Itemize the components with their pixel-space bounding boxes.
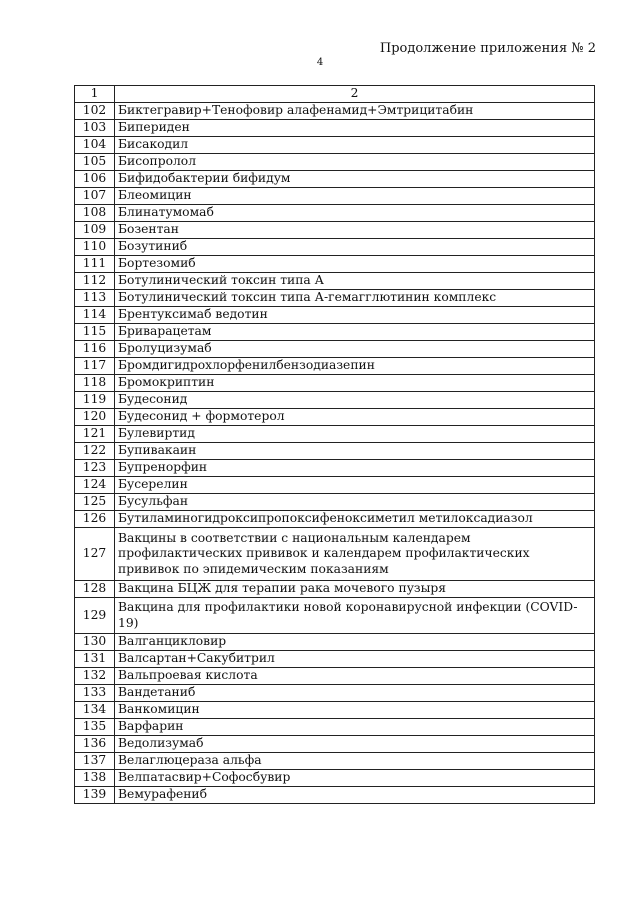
drug-name: Вакцина БЦЖ для терапии рака мочевого пузыря (115, 581, 595, 598)
drug-name: Ванкомицин (115, 702, 595, 719)
row-number: 121 (75, 426, 115, 443)
row-number: 134 (75, 702, 115, 719)
table-row (75, 426, 595, 443)
drug-name: Будесонид + формотерол (115, 409, 595, 426)
table-row (75, 581, 595, 598)
table-row (75, 222, 595, 239)
row-number: 139 (75, 787, 115, 804)
row-number: 127 (75, 528, 115, 581)
row-number: 103 (75, 120, 115, 137)
row-number: 110 (75, 239, 115, 256)
row-number: 126 (75, 511, 115, 528)
column-header-name: 2 (115, 86, 595, 103)
row-number: 119 (75, 392, 115, 409)
table-row (75, 188, 595, 205)
table-row (75, 702, 595, 719)
table-row (75, 787, 595, 804)
drug-name: Варфарин (115, 719, 595, 736)
row-number: 117 (75, 358, 115, 375)
drug-name: Бортезомиб (115, 256, 595, 273)
drug-name: Брентуксимаб ведотин (115, 307, 595, 324)
row-number: 129 (75, 598, 115, 634)
row-number: 123 (75, 460, 115, 477)
drug-name: Бупивакаин (115, 443, 595, 460)
drug-name: Бисопролол (115, 154, 595, 171)
row-number: 135 (75, 719, 115, 736)
row-number: 124 (75, 477, 115, 494)
table-row (75, 358, 595, 375)
drug-name: Ведолизумаб (115, 736, 595, 753)
row-number: 115 (75, 324, 115, 341)
row-number: 120 (75, 409, 115, 426)
table-row (75, 511, 595, 528)
row-number: 106 (75, 171, 115, 188)
table-row (75, 290, 595, 307)
drug-name: Ботулинический токсин типа А-гемагглютинин комплекс (115, 290, 595, 307)
drug-list-table (74, 85, 595, 804)
row-number: 102 (75, 103, 115, 120)
table-row (75, 494, 595, 511)
continuation-caption: Продолжение приложения № 2 (379, 41, 596, 56)
table-row (75, 409, 595, 426)
table-row (75, 137, 595, 154)
row-number: 107 (75, 188, 115, 205)
drug-name: Бозентан (115, 222, 595, 239)
drug-name: Бромдигидрохлорфенилбензодиазепин (115, 358, 595, 375)
row-number: 104 (75, 137, 115, 154)
row-number: 137 (75, 753, 115, 770)
drug-name: Бусерелин (115, 477, 595, 494)
table-header-row (75, 86, 595, 103)
drug-name: Биктегравир+Тенофовир алафенамид+Эмтрицитабин (115, 103, 595, 120)
table-row (75, 651, 595, 668)
row-number: 118 (75, 375, 115, 392)
row-number: 136 (75, 736, 115, 753)
drug-name: Валганцикловир (115, 634, 595, 651)
table-row (75, 528, 595, 581)
row-number: 132 (75, 668, 115, 685)
table-row (75, 460, 595, 477)
drug-name: Бозутиниб (115, 239, 595, 256)
drug-name: Вакцина для профилактики новой коронавирусной инфекции (COVID-19) (115, 598, 595, 634)
table-row (75, 634, 595, 651)
table-row (75, 770, 595, 787)
drug-name: Бролуцизумаб (115, 341, 595, 358)
drug-name: Валсартан+Сакубитрил (115, 651, 595, 668)
table-row (75, 392, 595, 409)
row-number: 108 (75, 205, 115, 222)
table-row (75, 273, 595, 290)
drug-name: Бриварацетам (115, 324, 595, 341)
page-number: 4 (316, 57, 324, 68)
row-number: 113 (75, 290, 115, 307)
row-number: 111 (75, 256, 115, 273)
drug-name: Блинатумомаб (115, 205, 595, 222)
table-row (75, 205, 595, 222)
drug-name: Бромокриптин (115, 375, 595, 392)
table-row (75, 375, 595, 392)
table-row (75, 324, 595, 341)
table-row (75, 753, 595, 770)
row-number: 133 (75, 685, 115, 702)
row-number: 112 (75, 273, 115, 290)
drug-name: Бупренорфин (115, 460, 595, 477)
row-number: 116 (75, 341, 115, 358)
row-number: 114 (75, 307, 115, 324)
table-row (75, 171, 595, 188)
column-header-number: 1 (75, 86, 115, 103)
row-number: 138 (75, 770, 115, 787)
drug-name: Бусульфан (115, 494, 595, 511)
drug-name: Ботулинический токсин типа А (115, 273, 595, 290)
table-row (75, 736, 595, 753)
drug-name: Велпатасвир+Софосбувир (115, 770, 595, 787)
drug-name: Бипериден (115, 120, 595, 137)
row-number: 122 (75, 443, 115, 460)
row-number: 125 (75, 494, 115, 511)
row-number: 130 (75, 634, 115, 651)
drug-name: Бутиламиногидроксипропоксифеноксиметил метилоксадиазол (115, 511, 595, 528)
drug-name: Блеомицин (115, 188, 595, 205)
table-row (75, 477, 595, 494)
row-number: 109 (75, 222, 115, 239)
table-row (75, 307, 595, 324)
drug-name: Вандетаниб (115, 685, 595, 702)
table-row (75, 103, 595, 120)
table-row (75, 443, 595, 460)
drug-name: Булевиртид (115, 426, 595, 443)
drug-name: Вемурафениб (115, 787, 595, 804)
drug-name: Бифидобактерии бифидум (115, 171, 595, 188)
table-row (75, 256, 595, 273)
drug-name: Вакцины в соответствии с национальным календарем профилактических прививок и календарем профилактических прививок по эпидемическим показаниям (115, 528, 595, 581)
row-number: 128 (75, 581, 115, 598)
drug-name: Будесонид (115, 392, 595, 409)
drug-name: Велаглюцераза альфа (115, 753, 595, 770)
table-row (75, 598, 595, 634)
table-row (75, 719, 595, 736)
row-number: 105 (75, 154, 115, 171)
table-row (75, 154, 595, 171)
row-number: 131 (75, 651, 115, 668)
table-row (75, 341, 595, 358)
table-row (75, 239, 595, 256)
drug-name: Вальпроевая кислота (115, 668, 595, 685)
drug-name: Бисакодил (115, 137, 595, 154)
table-row (75, 685, 595, 702)
table-row (75, 668, 595, 685)
table-row (75, 120, 595, 137)
